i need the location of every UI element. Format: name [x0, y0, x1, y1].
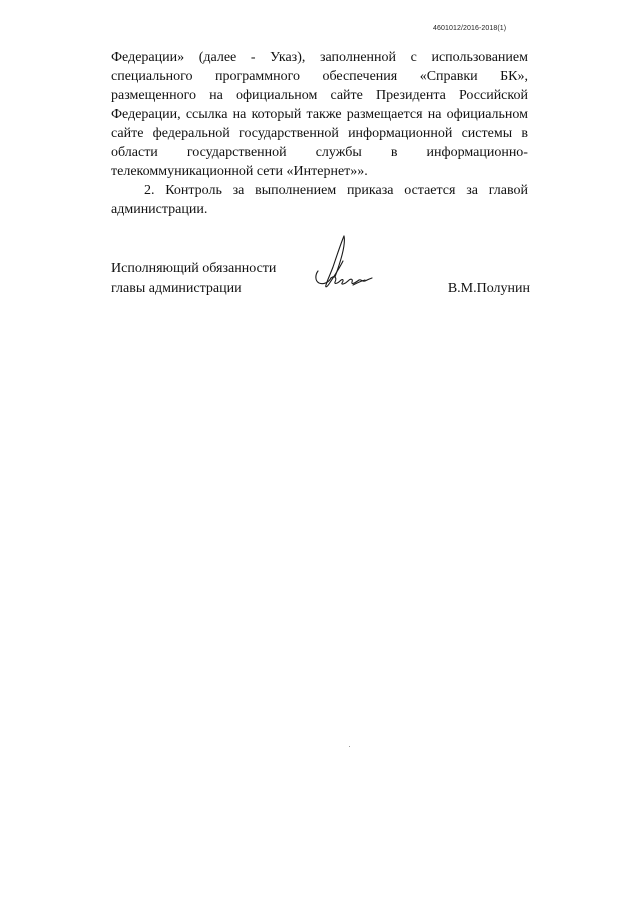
word: ссылка [185, 107, 228, 122]
word: в [390, 145, 398, 160]
word: на [232, 107, 247, 122]
word: специального [111, 69, 193, 84]
word: использованием [431, 50, 528, 65]
text-line [111, 181, 528, 200]
word: за [466, 183, 478, 198]
word: Контроль [165, 183, 222, 198]
word: в [521, 126, 528, 141]
word: 2. [144, 183, 155, 198]
word: - [250, 50, 256, 65]
word: остается [404, 183, 456, 198]
word: Федерации, [111, 107, 181, 122]
scan-speck [349, 746, 350, 747]
signer-title-line-2: главы администрации [111, 281, 242, 296]
word: который [251, 107, 302, 122]
word: информационно- [426, 145, 528, 160]
text-line [111, 86, 528, 105]
text-line [111, 67, 528, 86]
text-line [111, 48, 528, 67]
word: федеральной [152, 126, 230, 141]
word: службы [315, 145, 362, 160]
word: официальном [235, 88, 318, 103]
word: государственной [239, 126, 339, 141]
paragraph-1 [111, 48, 528, 181]
word: выполнением [255, 183, 337, 198]
text-line [111, 124, 528, 143]
word: главой [488, 183, 528, 198]
word: (далее [198, 50, 237, 65]
body-text [111, 48, 528, 219]
word: сайте [111, 126, 144, 141]
word: размещенного [111, 88, 196, 103]
signature-block [111, 259, 530, 319]
word: Указ), [270, 50, 306, 65]
word: области [111, 145, 158, 160]
word: программного [214, 69, 301, 84]
paragraph-2 [111, 181, 528, 219]
word: Российской [458, 88, 528, 103]
word: за [232, 183, 245, 198]
word: Президента [376, 88, 446, 103]
text-line: телекоммуникационной сети «Интернет»». [111, 164, 368, 179]
word: официальном [446, 107, 528, 122]
word: также [306, 107, 342, 122]
text-line [111, 105, 528, 124]
word: приказа [346, 183, 394, 198]
word: Федерации» [111, 50, 185, 65]
word: БК», [500, 69, 528, 84]
registration-number: 4601012/2016-2018(1) [433, 25, 507, 32]
word: сайте [330, 88, 363, 103]
word: информационной [348, 126, 453, 141]
word: системы [461, 126, 513, 141]
word: государственной [186, 145, 287, 160]
word: «Справки [419, 69, 478, 84]
word: заполненной [319, 50, 397, 65]
word: на [209, 88, 223, 103]
signer-title-line-1: Исполняющий обязанности [111, 261, 277, 276]
word: обеспечения [322, 69, 398, 84]
word: на [427, 107, 442, 122]
word: размещается [346, 107, 423, 122]
signer-title [111, 259, 276, 299]
text-line: администрации. [111, 202, 208, 217]
text-line [111, 143, 528, 162]
word: с [410, 50, 417, 65]
signer-name: В.М.Полунин [447, 281, 530, 296]
